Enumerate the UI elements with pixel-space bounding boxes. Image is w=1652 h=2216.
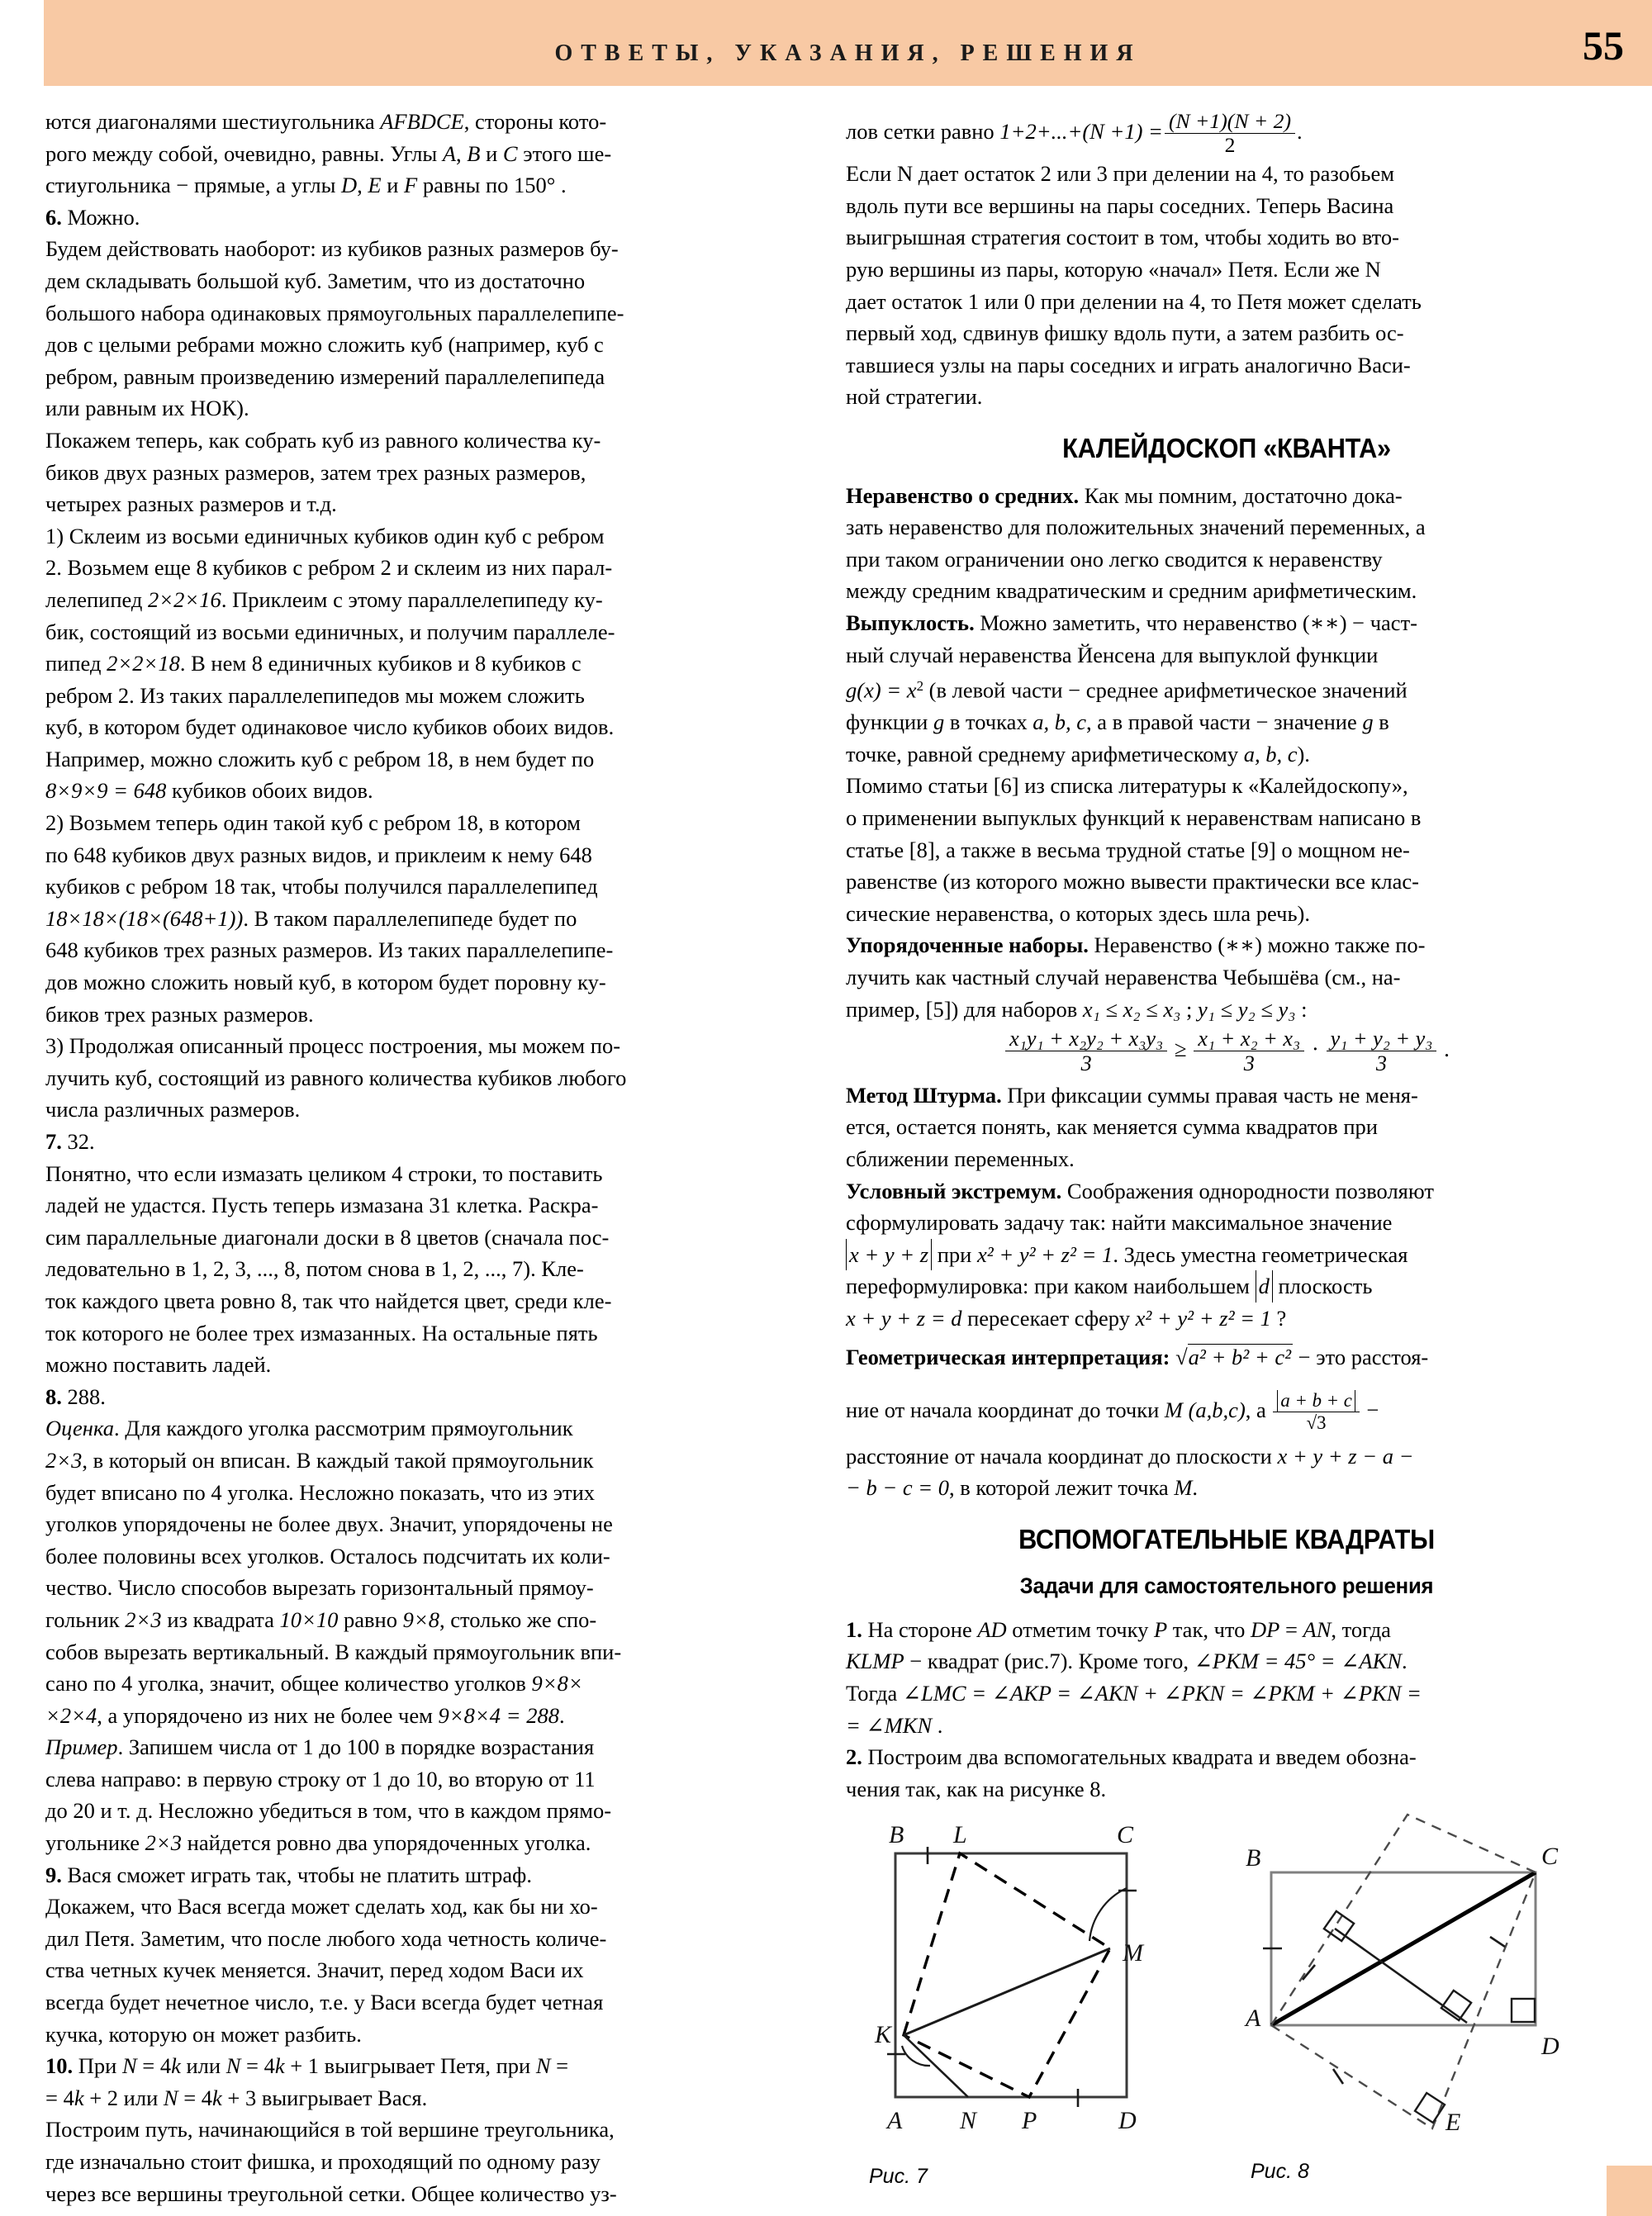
- subsection-heading-self-study: Задачи для самостоятельного решения: [1019, 1573, 1434, 1599]
- figure-7-drawing: [854, 1825, 1201, 2155]
- answer-item-7: 7. 32. Понятно, что если измазать целиком 4 строки, то поставить ладей не удастся. Пусть теперь измазана 31 клетка. Раскра- сим параллельные диагонали доски в 8 цветов (сначала пос- ледовательно в 1, 2, 3, ..., 8, потом снова в 1, 2, ..., 7). Кле- ток каждого цвета ровно 8, так что найдется цвет, среди кле- ток которого не более трех измазанных. На остальные пять можно поставить ладей.: [45, 1129, 612, 1378]
- subsection-label: Упорядоченные наборы.: [846, 932, 1089, 958]
- figure-7: [854, 1825, 1201, 2192]
- figure-7-caption: Рис. 7: [869, 2165, 928, 2189]
- answer-item-10: 10. При N = 4k или N = 4k + 1 выигрывает Петя, при N = = 4k + 2 или N = 4k + 3 выигрывает Вася. Построим путь, начинающийся в той вершине треугольника, где изначально стоит фишка, и проходящий по одному разу через все вершины треугольной сетки. Общее количество уз-: [45, 2053, 617, 2206]
- subsection-label: Метод Штурма.: [846, 1082, 1002, 1108]
- subsection-label: Неравенство о средних.: [846, 482, 1080, 508]
- sqrt-expression: √a² + b² + c²: [1175, 1344, 1292, 1369]
- subsection-sturm-method: Метод Штурма. При фиксации суммы правая часть не меня- ется, остается понять, как меняется сумма квадратов при сближении переменных.: [846, 1082, 1418, 1171]
- figure-7-label-M: M: [1123, 1939, 1143, 1967]
- item-number: 9.: [45, 1862, 62, 1887]
- subsection-label: Выпуклость.: [846, 610, 975, 635]
- page-title: ОТВЕТЫ, УКАЗАНИЯ, РЕШЕНИЯ: [554, 40, 1142, 66]
- figure-7-label-P: P: [1022, 2107, 1037, 2135]
- right-column: [846, 106, 1607, 2213]
- answer-item-8: 8. 288. Оценка. Для каждого уголка рассмотрим прямоугольник 2×3, в который он вписан. В каждый такой прямоугольник будет вписано по 4 уголка. Несложно показать, что из этих уголков упорядочены не более двух. Значит, упорядочены не более половины всех уголков. Осталось подсчитать их коли- чество. Число способов вырезать горизонтальный прямоу- гольник 2×3 из квадрата 10×10 равно 9×8, столько же спо- собов вырезать вертикальный. В каждый прямоугольник впи- сано по 4 уголка, значит, общее количество уголков 9×8× ×2×4, а упорядочено из них не более чем 9×8×4 = 288. Пример. Запишем числа от 1 до 100 в порядке возрастания слева направо: в первую строку от 1 до 10, во вторую от 11 до 20 и т. д. Несложно убедиться в том, что в каждом прямо- угольнике 2×3 найдется ровно два упорядоченных уголка.: [45, 1383, 622, 1856]
- left-column: [45, 106, 807, 2209]
- corner-decoration: [1607, 2166, 1652, 2216]
- figure-8-label-E: E: [1446, 2109, 1461, 2137]
- figure-7-label-L: L: [953, 1825, 967, 1849]
- chebyshev-inequality-formula: $\frac{\text{x₁y₁ + x₂y₂ + x₃y₃}}{3}$ ≥ $\frac{\text{x₁ + x₂ + x₃}}{3}$ · $\frac{\text{y₁ + y₂ + y₃}}{3}$ .: [846, 1027, 1607, 1076]
- subsection-conditional-extremum: Условный экстремум. Соображения однородности позволяют сформулировать задачу так: найти максимальное значение x + y + z при x² + y² + z² = 1. Здесь уместна геометрическая переформулировка: при каком наибольшем d плоскость x + y + z = d пересекает сферу x² + y² + z² = 1 ?: [846, 1178, 1434, 1331]
- subsection-label: Геометрическая интерпретация:: [846, 1344, 1170, 1369]
- subsection-ordered-sets: Упорядоченные наборы. Неравенство (∗∗) можно также по- лучить как частный случай неравенства Чебышёва (см., на- пример, [5]) для наборов x₁ ≤ x₂ ≤ x₃ ; y₁ ≤ y₂ ≤ y₃ :: [846, 932, 1426, 1022]
- item-10-continued: лов сетки равно 1+2+...+(N +1) = $\frac{(N +1)(N + 2)}{2}$ . Если N дает остаток 2 или 3 при делении на 4, то разобьем вдоль пути все вершины на пары соседних. Теперь Васина выигрышная стратегия состоит в том, чтобы ходить во вто- рую вершины из пары, которую «начал» Петя. Если же N дает остаток 1 или 0 при делении на 4, то Петя может сделать первый ход, сдвинув фишку вдоль пути, а затем разбить ос- тавшиеся узлы на пары соседних и играть аналогично Васи- ной стратегии.: [846, 108, 1422, 410]
- figure-8-label-D: D: [1541, 2033, 1559, 2061]
- figure-8-label-B: B: [1246, 1844, 1261, 1872]
- figure-7-label-N: N: [960, 2107, 977, 2135]
- figure-8: [1242, 1806, 1597, 2187]
- subsection-geometric-interpretation: Геометрическая интерпретация: √a² + b² + c² − это расстоя- ние от начала координат до точки M (a,b,c), а $\frac{a + b + c}{√3}$ − расстояние от начала координат до плоскости x + y + z − a − − b − c = 0, в которой лежит точка M.: [846, 1335, 1607, 1504]
- subsection-label: Условный экстремум.: [846, 1178, 1062, 1203]
- answer-item-6: 6. Можно. Будем действовать наоборот: из кубиков разных размеров бу- дем складывать большой куб. Заметим, что из достаточно большого набора одинаковых прямоугольных параллелепипе- дов с целыми ребрами можно сложить куб (например, куб с ребром, равным произведению измерений параллелепипеда или равным их НОК). Покажем теперь, как собрать куб из равного количества ку- биков двух разных размеров, затем трех разных размеров, четырех разных размеров и т.д. 1) Склеим из восьми единичных кубиков один куб с ребром 2. Возьмем еще 8 кубиков с ребром 2 и склеим из них парал- лелепипед 2×2×16. Приклеим с этому параллелепипеду ку- бик, состоящий из восьми единичных, и получим параллеле- пипед 2×2×18. В нем 8 единичных кубиков и 8 кубиков с ребром 2. Из таких параллелепипедов мы можем сложить куб, в котором будет одинаковое число кубиков обоих видов. Например, можно сложить куб с ребром 18, в нем будет по 8×9×9 = 648 кубиков обоих видов. 2) Возьмем теперь один такой куб с ребром 18, в котором по 648 кубиков двух разных видов, и приклеим к нему 648 кубиков с ребром 18 так, чтобы получился параллелепипед 18×18×(18×(648+1)). В таком параллелепипеде будет по 648 кубиков трех разных размеров. Из таких параллелепипе- дов можно сложить новый куб, в котором будет поровну ку- биков трех разных размеров. 3) Продолжая описанный процесс построения, мы можем по- лучить куб, состоящий из равного количества кубиков любого числа различных размеров.: [45, 204, 627, 1122]
- figure-7-label-D: D: [1118, 2107, 1137, 2135]
- paragraph-continued: ются диагоналями шестиугольника AFBDCE, стороны кото- рого между собой, очевидно, равны. Углы A, B и C этого ше- стиугольника − прямые, а углы D, E и F равны по 150° .: [45, 109, 612, 198]
- figure-7-label-B: B: [889, 1825, 904, 1849]
- figures-container: [846, 1825, 1607, 2213]
- item-number: 8.: [45, 1383, 62, 1409]
- figure-7-label-C: C: [1117, 1825, 1134, 1849]
- primer-label: Пример: [45, 1734, 118, 1760]
- page-header-band: [44, 0, 1652, 86]
- figure-7-label-K: K: [875, 2021, 892, 2049]
- figure-7-label-A: A: [887, 2107, 903, 2135]
- task-number: 2.: [846, 1744, 862, 1770]
- section-heading-auxiliary-squares: ВСПОМОГАТЕЛЬНЫЕ КВАДРАТЫ: [1018, 1523, 1435, 1554]
- task-number: 1.: [846, 1616, 862, 1642]
- ocenka-label: Оценка: [45, 1416, 114, 1441]
- section-heading-kaleidoscope: КАЛЕЙДОСКОП «КВАНТА»: [1062, 432, 1391, 463]
- figure-8-drawing: [1242, 1806, 1597, 2161]
- subsection-convexity: Выпуклость. Можно заметить, что неравенство (∗∗) − част- ный случай неравенства Йенсена для выпуклой функции $g(x) = x^2$ (в левой части − среднее арифметическое значений функции g в точках a, b, c, а в правой части − значение g в точке, равной среднему арифметическому a, b, c). Помимо статьи [6] из списка литературы к «Калейдоскопу», о применении выпуклых функций к неравенствам написано в статье [8], а также в весьма трудной статье [9] о мощном не- равенстве (из которого можно вывести практически все клас- сические неравенства, о которых здесь шла речь).: [846, 610, 1422, 926]
- task-1: 1. На стороне AD отметим точку P так, что DP = AN, тогда KLMP − квадрат (рис.7). Кроме того, ∠PKM = 45° = ∠AKN. Тогда ∠LMC = ∠AKP = ∠AKN + ∠PKN = ∠PKM + ∠PKN = = ∠MKN .: [846, 1616, 1422, 1738]
- item-number: 6.: [45, 204, 62, 230]
- answer-item-9: 9. Вася сможет играть так, чтобы не платить штраф. Докажем, что Вася всегда может сделать ход, как бы ни хо- дил Петя. Заметим, что после любого хода четность количе- ства четных кучек меняется. Значит, перед ходом Васи их всегда будет нечетное число, т.е. у Васи всегда будет четная кучка, которую он может разбить.: [45, 1862, 607, 2047]
- page-number: 55: [1583, 22, 1624, 69]
- item-number: 10.: [45, 2053, 74, 2079]
- figure-8-label-A: A: [1246, 2005, 1261, 2033]
- task-2: 2. Построим два вспомогательных квадрата и введем обозна- чения так, как на рисунке 8.: [846, 1744, 1417, 1801]
- subsection-means-inequality: Неравенство о средних. Как мы помним, достаточно дока- зать неравенство для положительных значений переменных, а при таком ограничении оно легко сводится к неравенству между средним квадратическим и средним арифметическим.: [846, 482, 1426, 604]
- item-number: 7.: [45, 1129, 62, 1154]
- figure-8-caption: Рис. 8: [1251, 2160, 1309, 2184]
- figure-8-label-C: C: [1541, 1843, 1559, 1871]
